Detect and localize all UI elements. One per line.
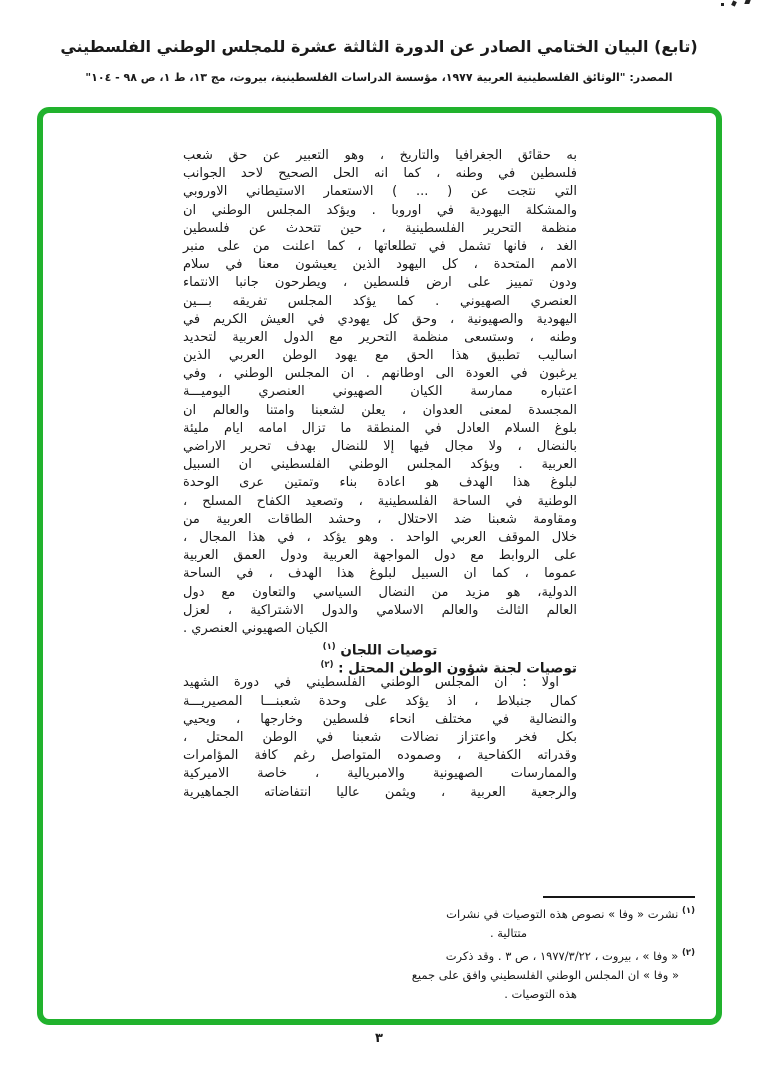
line-text: نشرت « وفا » نصوص هذه التوصيات في نشرات: [446, 906, 679, 921]
line-text: العالم الثالث والعالم الاسلامي والدول الاشتراكية ، لعزل: [183, 602, 577, 618]
line-text: « وفا » ، بيروت ، ١٩٧٧/٣/٢٢ ، ص ٣ . وقد ذكرت: [445, 948, 679, 963]
footnote-separator: [543, 896, 695, 898]
line-text: والمشكلة اليهودية في اوروبا . ويؤكد المجلس الوطني ان: [183, 202, 577, 218]
line-text: بكل فخر واعتزاز نضالات شعبنا في الوطن المحتل ،: [183, 730, 577, 745]
footnote-marker: (١): [682, 906, 695, 916]
body-line: [183, 711, 577, 729]
section-heading: [183, 656, 577, 677]
line-text: يرغبون في العودة الى اوطانهم . ان المجلس الوطني ، وفي: [183, 366, 577, 382]
footnote-marker: (٢): [682, 947, 695, 958]
line-text: والرجعية العربية ، ويثمن عاليا انتفاضاته الجماهيرية: [183, 784, 577, 800]
footnote-line: [350, 902, 695, 924]
body-line: [183, 693, 577, 711]
line-text: توصيات اللجان: [340, 642, 438, 659]
body-line: [183, 183, 577, 201]
line-text: والممارسات الصهيونية والامبريالية ، خاصة الاميركية: [183, 766, 577, 782]
body-line: [183, 274, 577, 292]
body-line: [183, 365, 577, 383]
line-text: وقدراته الكفاحية ، وصموده المتواصل رغم كافة المؤامرات: [183, 748, 577, 764]
line-text: « وفا » ان المجلس الوطني الفلسطيني وافق على جميع: [411, 967, 679, 982]
line-text: اساليب تطبيق هذا الحق مع يهود الوطن العربي الذين: [183, 348, 577, 364]
line-text: متتالية .: [489, 926, 527, 941]
heading-marker: (٢): [320, 660, 334, 671]
body-line: [183, 420, 577, 438]
line-text: والنضالية في مختلف انحاء فلسطين وخارجها ، ويحيي: [183, 711, 577, 727]
body-line: [183, 256, 577, 274]
line-text: عموما ، كما ان السبيل لبلوغ هذا الهدف ، في الساحة: [183, 566, 577, 582]
body-line: [183, 565, 577, 583]
body-line: [183, 620, 577, 638]
body-line: [183, 747, 577, 765]
line-text: منظمة التحرير الفلسطينية ، حين تتحدث عن فلسطين: [183, 220, 577, 236]
line-text: الامم المتحدة ، كل اليهود الذين يعيشون معنا في سلام: [183, 257, 577, 273]
line-text: العنصري الصهيوني . كما يؤكد المجلس تفريقه بـــين: [183, 293, 577, 309]
body-line: [183, 529, 577, 547]
body-line: [183, 729, 577, 747]
footnote-line: [350, 944, 695, 966]
document-title: (تابع) البيان الختامي الصادر عن الدورة الثالثة عشرة للمجلس الوطني الفلسطيني: [60, 37, 698, 56]
body-line: [183, 511, 577, 529]
line-text: كمال جنبلاط ، اذ يؤكد على وحدة شعبنـــا المصيريـــة: [183, 693, 577, 709]
line-text: فلسطين في وطنه ، كما انه الحل الصحيح لاحد الجوانب: [183, 166, 577, 182]
body-line: [183, 165, 577, 183]
line-text: توصيات لجنة شؤون الوطن المحتل :: [338, 660, 577, 677]
body-line: [183, 383, 577, 401]
body-line: [183, 602, 577, 620]
body-line: [183, 347, 577, 365]
line-text: لبلوغ هذا الهدف هو اعادة بناء وتمتين عرى الوحدة: [183, 475, 577, 491]
body-line: [183, 402, 577, 420]
line-text: الكيان الصهيوني العنصري .: [183, 620, 329, 636]
body-line: [183, 674, 577, 692]
body-text: [183, 147, 577, 802]
body-line: [183, 293, 577, 311]
body-line: [183, 474, 577, 492]
footnote-line: [350, 966, 695, 985]
body-line: [183, 329, 577, 347]
body-line: [183, 493, 577, 511]
line-text: خلال الموقف العربي الواحد . وهو يؤكد ، في هذا المجال ،: [183, 529, 577, 545]
heading-marker: (١): [322, 642, 336, 653]
line-text: بلوغ السلام العادل في المنطقة ما تزال امامه ايام مليئة: [183, 420, 577, 436]
footnote-line: [350, 924, 695, 943]
body-line: [183, 202, 577, 220]
line-text: اعتباره ممارسة الكيان الصهيوني العنصري اليوميـــة: [183, 384, 577, 400]
line-text: التي نتجت عن ( ... ) الاستعمار الاستيطاني الاوروبي: [183, 184, 577, 200]
line-text: الوطنية في الساحة الفلسطينية ، وتصعيد الكفاح المسلح ،: [183, 493, 577, 509]
footnote-line: [350, 985, 695, 1004]
body-line: [183, 311, 577, 329]
line-text: اليهودية والصهيونية ، وحق كل يهودي في العيش الكريم في: [183, 311, 577, 327]
source-line: المصدر: "الوثائق الفلسطينية العربية ١٩٧٧، مؤسسة الدراسات الفلسطينية، بيروت، مج ١٣، ط ١، ص ٩٨ - ١٠٤": [85, 71, 673, 84]
body-line: [183, 147, 577, 165]
body-line: [183, 584, 577, 602]
body-line: [183, 784, 577, 802]
line-text: بالنضال ، ولا مجال فيها إلا للنضال بهدف تحرير الاراضي: [183, 439, 577, 454]
stray-ink-corner-mark: [706, 0, 752, 10]
line-text: ومقاومة شعبنا ضد الاحتلال ، وحشد الطاقات العربية من: [183, 511, 577, 527]
line-text: المجسدة لمعنى العدوان ، يعلن لشعبنا وامتنا والعالم ان: [183, 402, 577, 418]
body-line: [183, 238, 577, 256]
line-text: هذه التوصيات .: [504, 987, 577, 1002]
body-line: [183, 547, 577, 565]
line-text: وطنه ، وستسعى منظمة التحرير مع الدول العربية لتحديد: [183, 329, 577, 345]
section-heading: [183, 638, 577, 659]
line-text: على الروابط مع دول المواجهة العربية ودول العمق العربية: [183, 548, 577, 564]
line-text: العربية . ويؤكد المجلس الوطني الفلسطيني ان السبيل: [183, 457, 577, 473]
body-line: [183, 438, 577, 456]
line-text: به حقائق الجغرافيا والتاريخ ، وهو التعبير عن حق شعب: [183, 148, 577, 163]
line-text: اولا : ان المجلس الوطني الفلسطيني في دورة الشهيد: [183, 675, 559, 691]
line-text: الدولية، هو مزيد من النضال السياسي والتعاون مع دول: [183, 584, 577, 600]
body-line: [183, 456, 577, 474]
line-text: الغد ، فانها تشمل في تطلعاتها ، كما اعلنت من على منبر: [183, 238, 577, 254]
footnotes: [350, 902, 695, 1005]
line-text: ودون تمييز على ارض فلسطين ، ويطرحون جانبا الانتماء: [183, 275, 577, 291]
page-number: ٣: [375, 1031, 383, 1046]
body-line: [183, 220, 577, 238]
body-line: [183, 765, 577, 783]
